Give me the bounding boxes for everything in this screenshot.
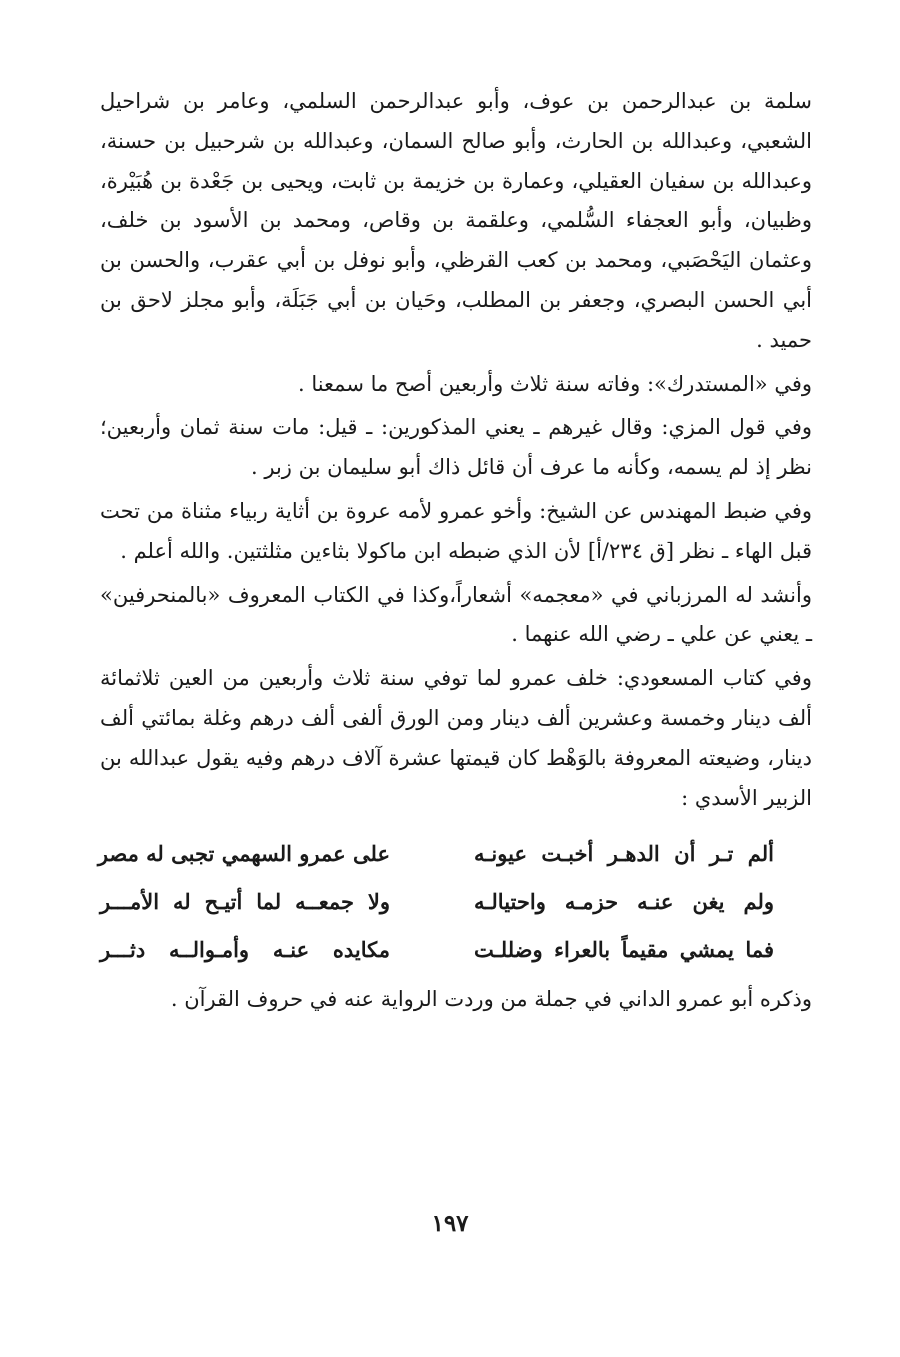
poem-verse: [100, 926, 812, 974]
poem-second-hemistich: ولا جمعــه لما أتيـح له الأمـــر: [100, 889, 390, 915]
poem-first-hemistich: ولم يغن عنـه حزمـه واحتيالـه: [474, 889, 774, 915]
paragraph-mustadrak: وفي «المستدرك»: وفاته سنة ثلاث وأربعين أصح ما سمعنا .: [297, 371, 812, 396]
paragraph-narrators: سلمة بن عبدالرحمن بن عوف، وأبو عبدالرحمن السلمي، وعامر بن شراحيل الشعبي، وعبدالله بن الحارث، وأبو صالح السمان، وعبدالله بن شرحبيل بن حسنة، وعبدالله بن سفيان العقيلي، وعمارة بن خزيمة بن ثابت، ويحيى بن جَعْدة بن هُبَيْرة، وظبيان، وأبو العجفاء السُّلمي، وعلقمة بن وقاص، ومحمد بن الأسود بن خلف، وعثمان اليَحْصَبي، ومحمد بن كعب القرظي، وأبو نوفل بن أبي عقرب، والحسن بن أبي الحسن البصري، وجعفر بن المطلب، وحَيان بن أبي جَبَلَة، وأبو مجلز لاحق بن حميد .: [100, 89, 812, 352]
paragraph-mizzi: وفي قول المزي: وقال غيرهم ـ يعني المذكورين: ـ قيل: مات سنة ثمان وأربعين؛ نظر إذ لم يسمه، وكأنه ما عرف أن قائل ذاك أبو سليمان بن زبر .: [100, 415, 812, 480]
page-body: [97, 82, 813, 1041]
poem-verse: [100, 878, 812, 926]
poem: [97, 830, 812, 974]
paragraph-masudi: وفي كتاب المسعودي: خلف عمرو لما توفي سنة ثلاث وأربعين من العين ثلاثمائة ألف دينار وخمسة وعشرين ألف دينار ومن الورق ألفى ألف درهم وغلة بمائتي ألف دينار، وضيعته المعروفة بالوَهْط كان قيمتها عشرة آلاف درهم وفيه يقول عبدالله بن الزبير الأسدي :: [100, 666, 812, 810]
paragraph-dani: وذكره أبو عمرو الداني في جملة من وردت الرواية عنه في حروف القرآن .: [170, 987, 812, 1012]
poem-verse: [97, 830, 812, 878]
poem-second-hemistich: على عمرو السهمي تجبى له مصر: [97, 841, 390, 867]
paragraph-muhandis: وفي ضبط المهندس عن الشيخ: وأخو عمرو لأمه عروة بن أثاية ربياء مثناة من تحت قبل الهاء ـ نظر [ق ٢٣٤/أ] لأن الذي ضبطه ابن ماكولا بثاءين مثلثتين. والله أعلم .: [100, 498, 812, 563]
paragraph-marzubani: وأنشد له المرزباني في «معجمه» أشعاراً،وكذا في الكتاب المعروف «بالمنحرفين» ـ يعني عن علي ـ رضي الله عنهما .: [100, 582, 813, 647]
poem-first-hemistich: ألم تـر أن الدهـر أخبـت عيونـه: [474, 841, 774, 867]
page-number: ١٩٧: [431, 1210, 469, 1237]
poem-first-hemistich: فما يمشي مقيماً بالعراء وضللـت: [474, 937, 774, 963]
poem-second-hemistich: مكايده عنـه وأمـوالــه دثـــر: [100, 937, 390, 963]
